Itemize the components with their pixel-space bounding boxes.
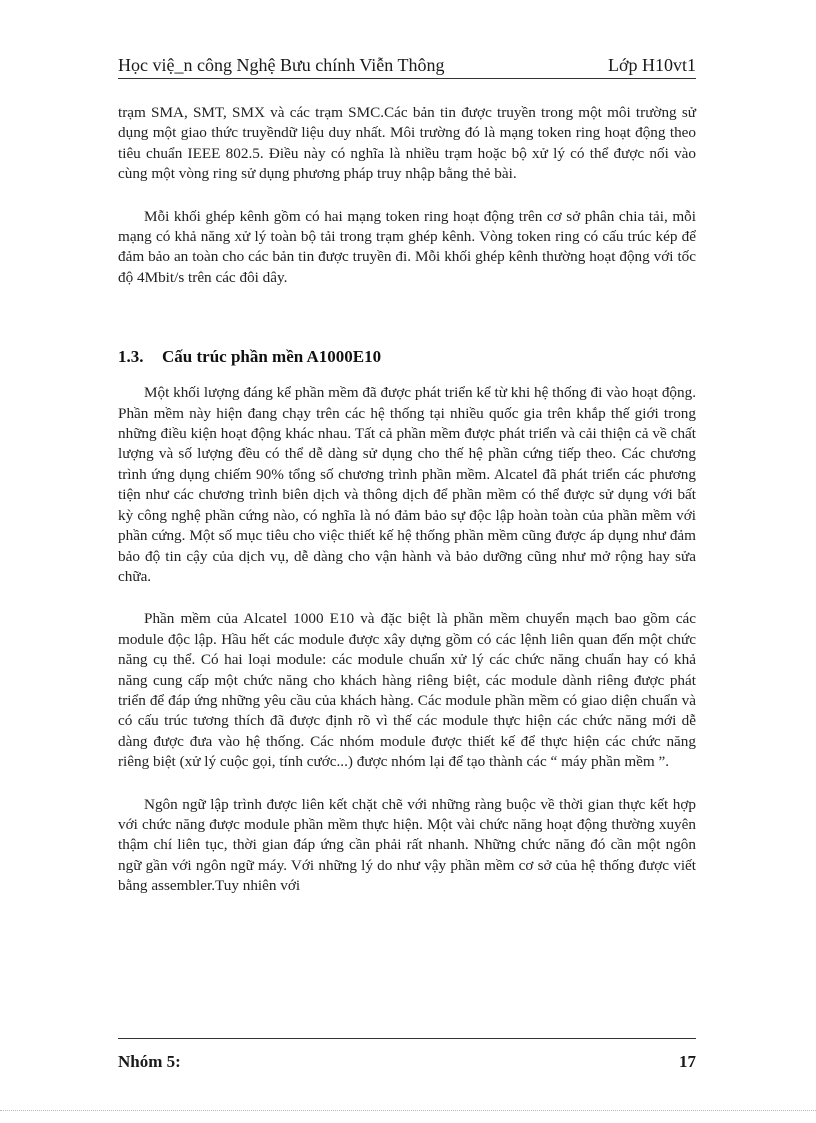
paragraph: trạm SMA, SMT, SMX và các trạm SMC.Các bản tin được truyền trong một môi trường sử dụng một giao thức truyềndữ liệu duy nhất. Môi trường đó là mạng token ring hoạt động theo tiêu chuẩn IEEE 802.5. Điều này có nghĩa là nhiều trạm hoặc bộ xử lý có thể được nối vào cùng một vòng ring sử dụng phương pháp truy nhập bằng thẻ bài. — [118, 104, 696, 183]
page-break-line — [0, 1110, 816, 1111]
header-rule — [118, 78, 696, 79]
paragraph: Phần mềm của Alcatel 1000 E10 và đặc biệt là phần mềm chuyển mạch bao gồm các module độc lập. Hầu hết các module được xây dựng gồm có các lệnh liên quan đến một chức năng cụ thể. Có hai loại module: các module chuẩn xử lý các chức năng chuẩn hay có khả năng cung cấp một chức năng cho khách hàng riêng biệt, các module dành riêng được phát triển để đáp ứng những yêu cầu của khách hàng. Các module phần mềm có giao diện chuẩn và có cấu trúc tương thích đã được định rõ vì thế các module thực hiện các chức năng mới dễ dàng được đưa vào hệ thống. Các nhóm module được thiết kế để thực hiện các chức năng riêng biệt (xử lý cuộc gọi, tính cước...) được nhóm lại để tạo thành các “ máy phần mềm ”. — [118, 610, 696, 771]
page-footer — [118, 1052, 696, 1072]
paragraph: Mỗi khối ghép kênh gồm có hai mạng token ring hoạt động trên cơ sở phân chia tải, mỗi mạng có khả năng xử lý toàn bộ tải trong trạm ghép kênh. Vòng token ring có cấu trúc kép để đảm bảo an toàn cho các bản tin được truyền đi. Mỗi khối ghép kênh thường hoạt động với tốc độ 4Mbit/s trên các đôi dây. — [118, 207, 696, 286]
section-title: Cấu trúc phần mền A1000E10 — [162, 347, 382, 367]
page-header — [118, 52, 696, 76]
section-number: 1.3. — [118, 347, 144, 367]
page-body — [118, 103, 696, 919]
section-heading — [118, 346, 696, 368]
header-class: Lớp H10vt1 — [607, 55, 696, 75]
page-number: 17 — [679, 1052, 696, 1071]
footer-rule — [118, 1038, 696, 1039]
footer-group: Nhóm 5: — [118, 1052, 181, 1071]
paragraph: Ngôn ngữ lập trình được liên kết chặt chẽ với những ràng buộc về thời gian thực kết hợp với chức năng được module phần mềm thực hiện. Một vài chức năng hoạt động thường xuyên thậm chí liên tục, thời gian đáp ứng cần phải rất nhanh. Những chức năng đó cần một ngôn ngữ gần với ngôn ngữ máy. Với những lý do như vậy phần mềm cơ sở của hệ thống được viết bằng assembler.Tuy nhiên với — [118, 795, 696, 895]
paragraph: Một khối lượng đáng kể phần mềm đã được phát triển kể từ khi hệ thống đi vào hoạt động. Phần mềm này hiện đang chạy trên các hệ thống tại nhiều quốc gia trên khắp thế giới trong những điều kiện hoạt động khác nhau. Tất cả phần mềm được phát triển và cải thiện cả về chất lượng và số lượng đều có thể dễ dàng sử dụng cho thế hệ phần cứng tiếp theo. Các chương trình ứng dụng chiếm 90% tổng số chương trình phần mềm. Alcatel đã phát triển các phương tiện như các chương trình biên dịch và thông dịch để phần mềm có thể được sử dụng với bất kỳ công nghệ phần cứng nào, có nghĩa là nó đảm bảo sự độc lập hoàn toàn của phần mềm với phần cứng. Một số mục tiêu cho việc thiết kế hệ thống phần mềm cũng được áp dụng như đảm bảo độ tin cậy của dịch vụ, dễ dàng cho vận hành và bảo dưỡng cũng như mở rộng hay sửa chữa. — [118, 384, 696, 585]
header-institution: Học việ_n công Nghệ Bưu chính Viễn Thông — [118, 55, 445, 75]
